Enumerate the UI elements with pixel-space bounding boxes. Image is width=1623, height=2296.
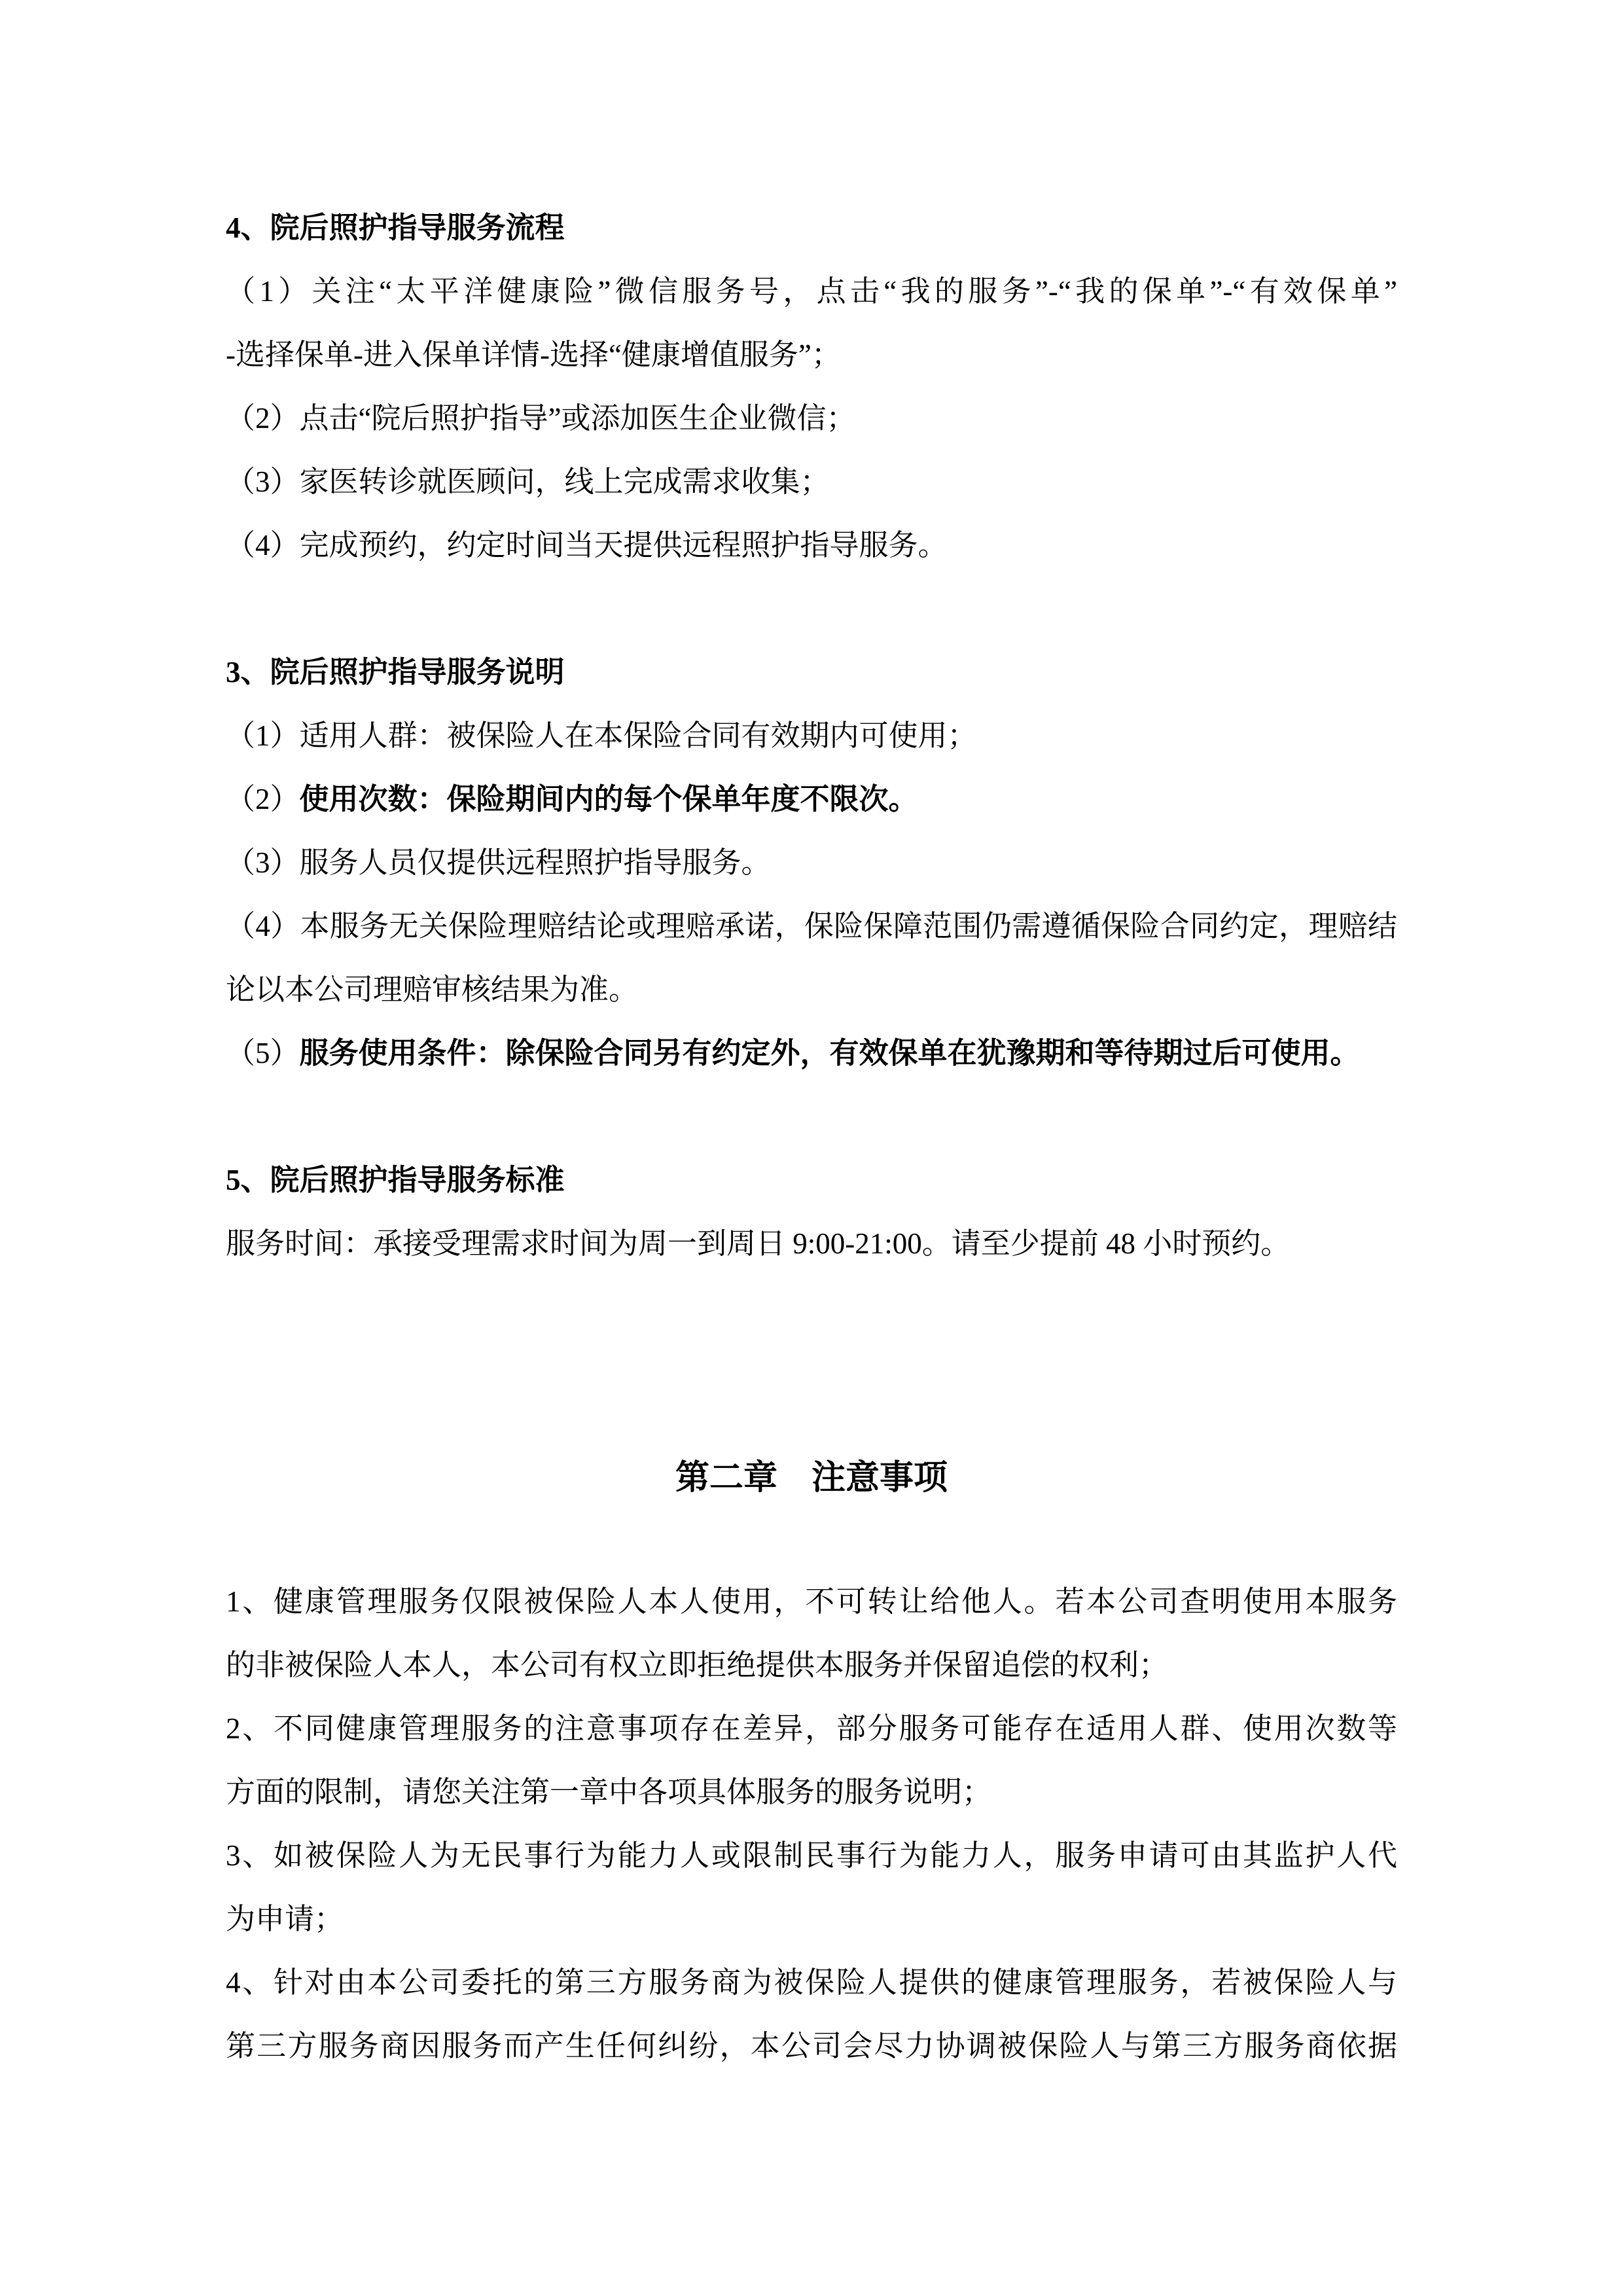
text-segment: 2、不同健康管理服务的注意事项存在差异，部分服务可能存在适用人群、使用次数等: [226, 1712, 1397, 1745]
section-heading: [226, 196, 1397, 260]
text-segment: 的非被保险人本人，本公司有权立即拒绝提供本服务并保留追偿的权利；: [226, 1649, 1169, 1681]
text-line: [226, 1888, 1397, 1951]
text-segment: （3）服务人员仅提供远程照护指导服务。: [226, 846, 771, 879]
text-segment: 服务使用条件：除保险合同另有约定外，有效保单在犹豫期和等待期过后可使用。: [299, 1037, 1360, 1069]
text-line: [226, 260, 1397, 323]
text-segment: 使用次数：保险期间内的每个保单年度不限次。: [299, 783, 918, 816]
text-segment: 第三方服务商因服务而产生任何纠纷，本公司会尽力协调被保险人与第三方服务商依据: [226, 2030, 1397, 2062]
section-heading: [226, 641, 1397, 704]
text-line: [226, 323, 1397, 387]
text-segment: -选择保单-进入保单详情-选择“健康增值服务”；: [226, 338, 841, 371]
text-line: [226, 387, 1397, 450]
text-segment: 3、院后照护指导服务说明: [226, 656, 565, 689]
text-segment: （1）关注“太平洋健康险”微信服务号，点击“我的服务”-“我的保单”-“有效保单”: [226, 275, 1397, 308]
text-line: [226, 2015, 1397, 2078]
text-line: [226, 1824, 1397, 1888]
text-segment: （2）: [226, 783, 300, 816]
text-line: [226, 1697, 1397, 1761]
text-segment: 3、如被保险人为无民事行为能力人或限制民事行为能力人，服务申请可由其监护人代: [226, 1839, 1397, 1872]
chapter-title: [226, 1443, 1397, 1515]
text-segment: （2）点击“院后照护指导”或添加医生企业微信；: [226, 402, 856, 435]
text-segment: 服务时间：承接受理需求时间为周一到周日 9:00-21:00。请至少提前 48 小时预约。: [226, 1227, 1291, 1260]
text-line: [226, 1761, 1397, 1824]
text-line: [226, 958, 1397, 1022]
text-segment: （4）完成预约，约定时间当天提供远程照护指导服务。: [226, 529, 948, 562]
text-segment: 1、健康管理服务仅限被保险人本人使用，不可转让给他人。若本公司查明使用本服务: [226, 1585, 1397, 1618]
text-segment: 方面的限制，请您关注第一章中各项具体服务的服务说明；: [226, 1776, 992, 1808]
text-line: [226, 1212, 1397, 1276]
text-segment: （5）: [226, 1037, 300, 1069]
text-segment: 第二章 注意事项: [675, 1460, 948, 1497]
text-segment: 5、院后照护指导服务标准: [226, 1164, 565, 1196]
text-line: [226, 895, 1397, 958]
text-segment: （3）家医转诊就医顾问，线上完成需求收集；: [226, 465, 830, 498]
text-line: [226, 1634, 1397, 1697]
text-segment: （1）适用人群：被保险人在本保险合同有效期内可使用；: [226, 719, 977, 752]
text-segment: （4）本服务无关保险理赔结论或理赔承诺，保险保障范围仍需遵循保险合同约定，理赔结: [226, 910, 1397, 942]
text-segment: 4、针对由本公司委托的第三方服务商为被保险人提供的健康管理服务，若被保险人与: [226, 1966, 1397, 1999]
text-line: [226, 1022, 1397, 1085]
text-line: [226, 1570, 1397, 1634]
text-line: [226, 831, 1397, 895]
section-heading: [226, 1149, 1397, 1212]
text-line: [226, 704, 1397, 768]
text-segment: 为申请；: [226, 1903, 344, 1935]
text-segment: 4、院后照护指导服务流程: [226, 211, 565, 244]
text-line: [226, 768, 1397, 831]
text-line: [226, 1951, 1397, 2015]
text-line: [226, 514, 1397, 577]
text-segment: 论以本公司理赔审核结果为准。: [226, 973, 639, 1006]
text-line: [226, 450, 1397, 514]
